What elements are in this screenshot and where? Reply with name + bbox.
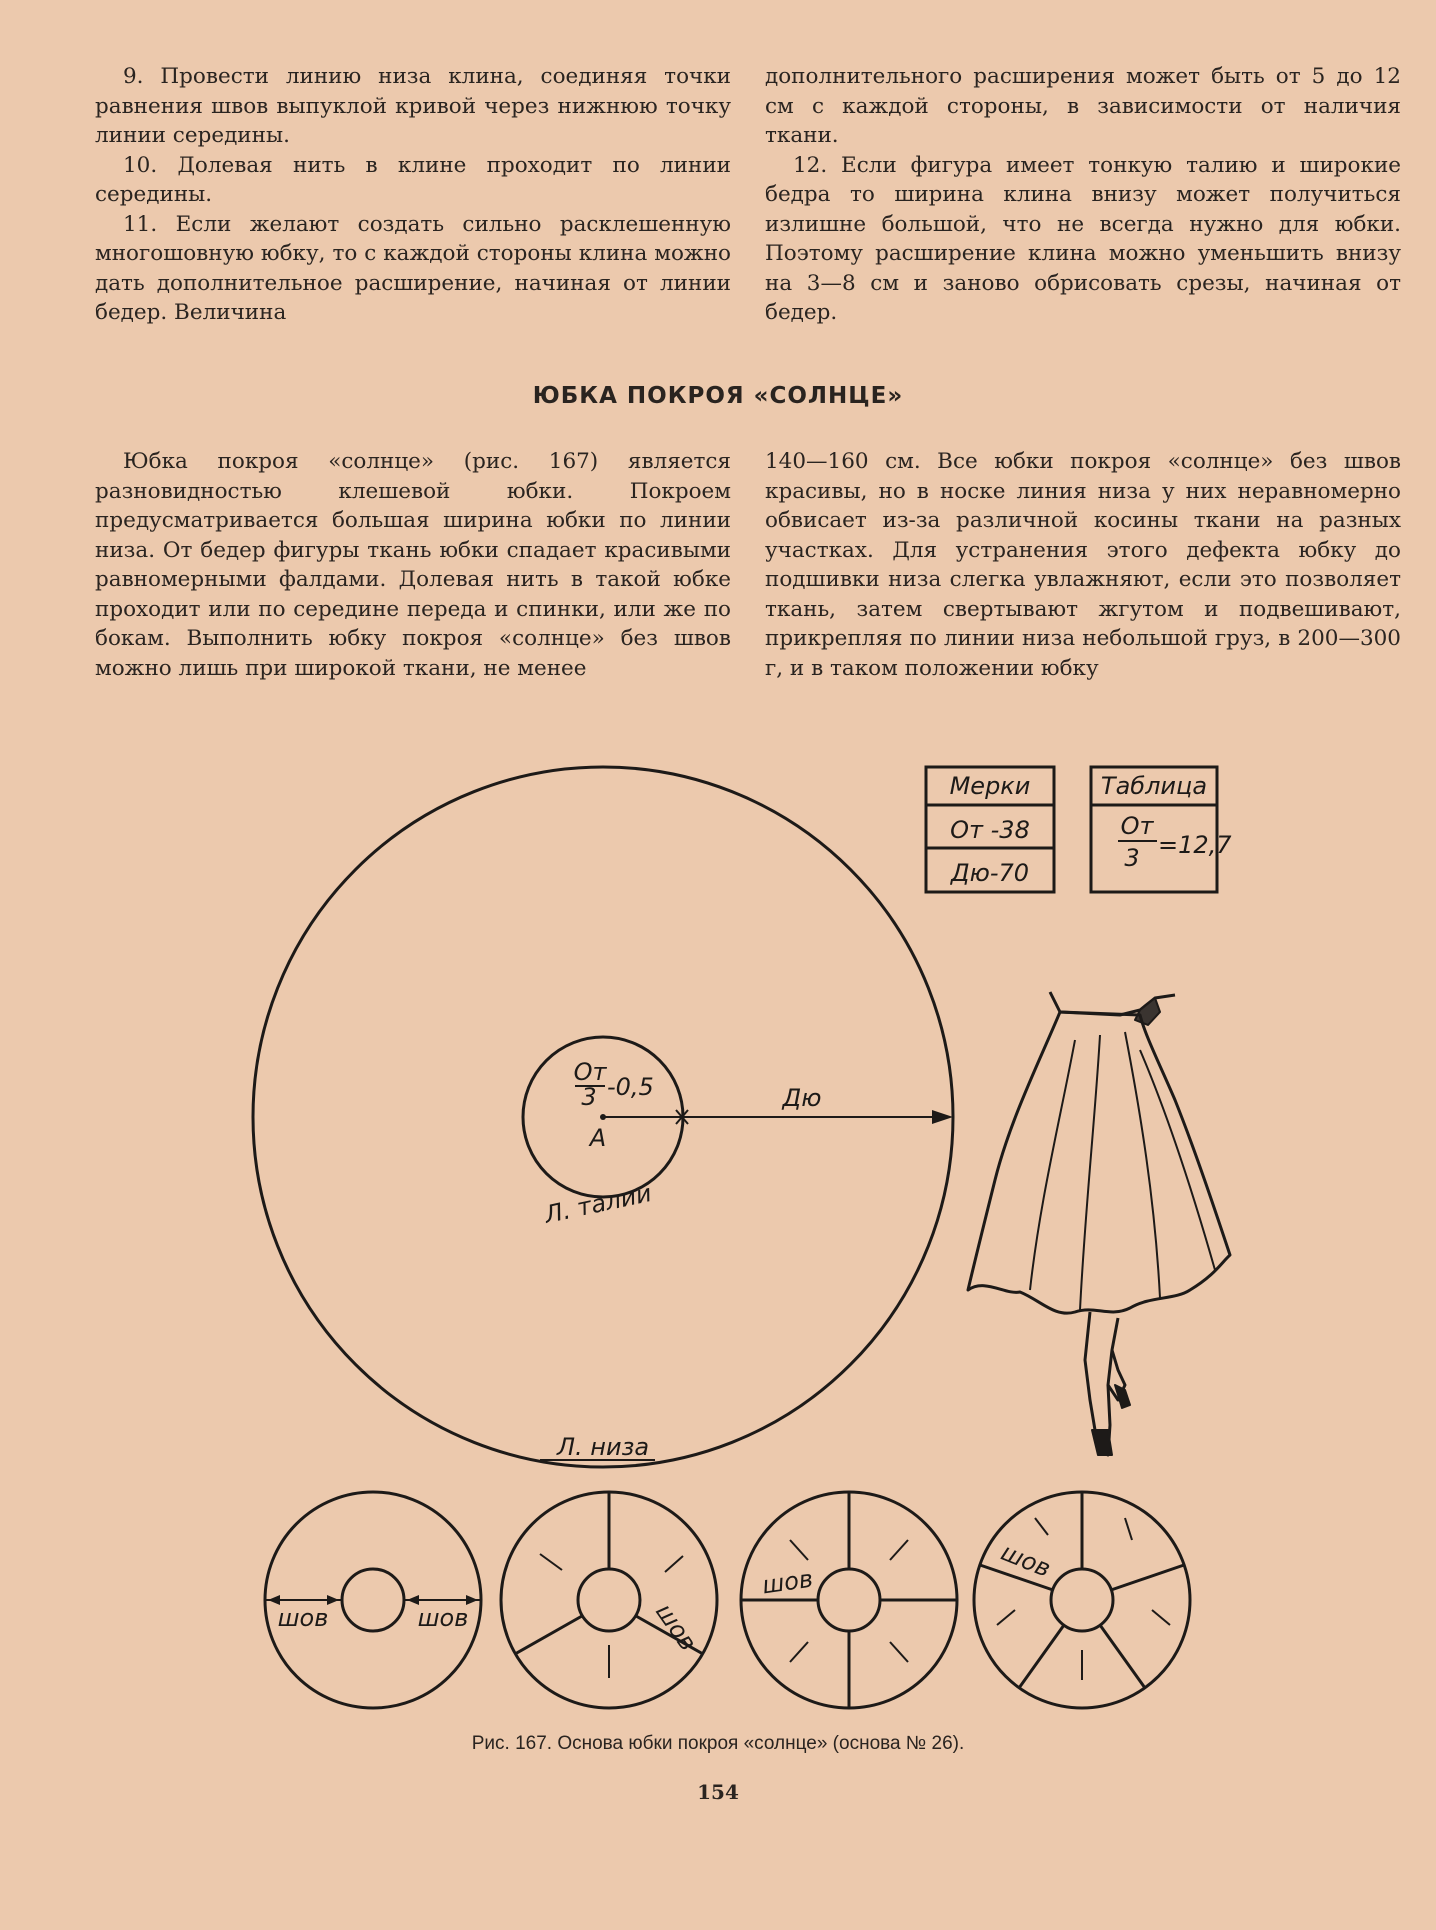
table-value: =12,7: [1158, 831, 1232, 859]
seam-label-1b: шов: [417, 1604, 469, 1632]
table-numerator: От: [1120, 812, 1154, 840]
seam-label-2: шов: [650, 1598, 703, 1656]
waist-line-label: Л. талии: [542, 1179, 654, 1229]
seam-label-1a: шов: [277, 1604, 329, 1632]
page-number: 154: [697, 1780, 739, 1804]
length-label: Дю: [782, 1084, 822, 1112]
layout-diagram-1: [265, 1492, 481, 1708]
measures-title: Мерки: [949, 772, 1031, 800]
seam-label-4: шов: [997, 1537, 1055, 1583]
figure-caption: Рис. 167. Основа юбки покроя «солнце» (основа № 26).: [471, 1733, 965, 1754]
paragraph-item-12: 12. Если фигура имеет тонкую талию и широкие бедра то ширина клина внизу может получиться излишне большой, что не всегда нужно для юбки. Поэтому расширение клина можно уменьшить внизу на 3—8 см и заново обрисовать срезы, начиная от бедер.: [765, 152, 1401, 325]
formula-denominator: 3: [581, 1083, 597, 1111]
table-denominator: 3: [1124, 844, 1140, 872]
measure-length: Дю-70: [950, 859, 1030, 887]
table-title: Таблица: [1100, 772, 1208, 800]
layout-diagram-4: [974, 1492, 1190, 1708]
paragraph-intro: Юбка покроя «солнце» (рис. 167) является разновидностью клешевой юбки. Покроем предусматривается большая ширина юбки по линии низа. От бедер фигуры ткань юбки спадает красивыми равномерными фалдами. Долевая нить в такой юбке проходит или по середине переда и спинки, или же по бокам. Выполнить юбку покроя «солнце» без швов можно лишь при широкой ткани, не менее: [95, 449, 731, 681]
skirt-illustration: [968, 992, 1230, 1455]
point-label-a: А: [589, 1124, 607, 1152]
formula-suffix: -0,5: [607, 1073, 654, 1101]
center-point: [600, 1114, 606, 1120]
paragraph-intro-continued: 140—160 см. Все юбки покроя «солнце» без швов красивы, но в носке линия низа у них неравномерно обвисает из-за различной косины ткани на разных участках. Для устранения этого дефекта юбку до подшивки низа слегка увлажняют, если это позволяет ткань, затем свертывают жгутом и подвешивают, прикрепляя по линии низа небольшой груз, в 200—300 г, и в таком положении юбку: [765, 449, 1401, 681]
layout-diagram-2: [501, 1491, 717, 1708]
paragraph-item-9: 9. Провести линию низа клина, соединяя точки равнения швов выпуклой кривой через нижнюю точку линии середины.: [95, 64, 731, 148]
formula-numerator: От: [573, 1058, 607, 1086]
hem-line-label: Л. низа: [556, 1433, 650, 1461]
paragraph-item-11: 11. Если желают создать сильно расклешенную многошовную юбку, то с каждой стороны клина можно дать дополнительное расширение, начиная от линии бедер. Величина: [95, 211, 731, 325]
measure-waist: От -38: [950, 816, 1030, 844]
seam-label-3: шов: [760, 1564, 815, 1600]
arrow-head: [932, 1110, 953, 1124]
layout-diagram-3: [741, 1492, 957, 1708]
section-title: ЮБКА ПОКРОЯ «СОЛНЦЕ»: [532, 383, 904, 409]
paragraph-continuation: дополнительного расширения может быть от 5 до 12 см с каждой стороны, в зависимости от наличия ткани.: [765, 64, 1401, 148]
paragraph-item-10: 10. Долевая нить в клине проходит по линии середины.: [95, 152, 731, 207]
